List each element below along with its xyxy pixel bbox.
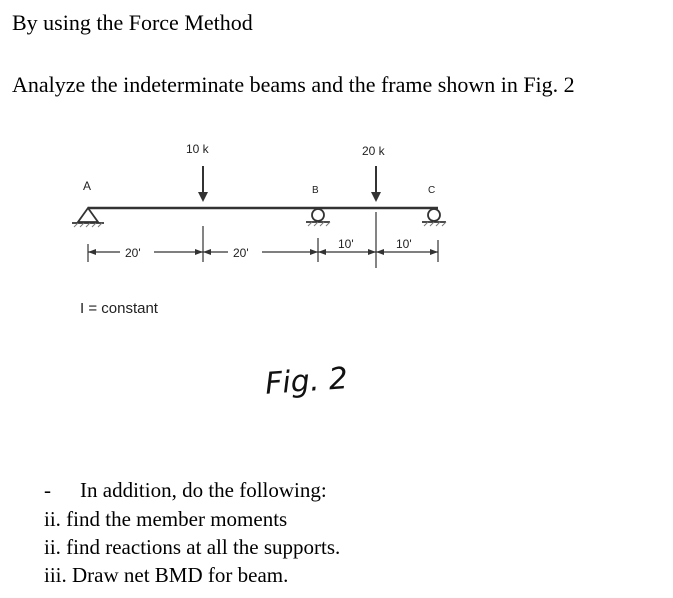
span-label-bc-1: 10': [338, 237, 354, 251]
span-label-ab-2: 20': [233, 246, 249, 260]
task-item: ii. find the member moments: [44, 507, 288, 531]
task-item: iii. Draw net BMD for beam.: [44, 563, 289, 587]
load-label-20k: 20 k: [362, 144, 385, 158]
load-arrow-10k: [198, 166, 208, 202]
document-title: By using the Force Method: [12, 10, 253, 35]
roller-support-c: [422, 209, 446, 226]
load-label-10k: 10 k: [186, 142, 209, 156]
roller-support-b: [306, 209, 330, 226]
load-arrow-20k: [371, 166, 381, 202]
stiffness-note: I = constant: [80, 300, 158, 317]
figure-caption: Fig. 2: [263, 361, 349, 402]
problem-statement: Analyze the indeterminate beams and the frame shown in Fig. 2: [12, 72, 575, 97]
span-label-ab-1: 20': [125, 246, 141, 260]
support-label-c: C: [428, 185, 436, 196]
pin-support-a: [72, 208, 104, 227]
tasks-header: In addition, do the following:: [80, 478, 327, 502]
support-label-a: A: [83, 179, 92, 193]
task-item: ii. find reactions at all the supports.: [44, 535, 341, 559]
support-label-b: B: [312, 185, 319, 196]
list-dash: -: [44, 478, 51, 502]
span-label-bc-2: 10': [396, 237, 412, 251]
